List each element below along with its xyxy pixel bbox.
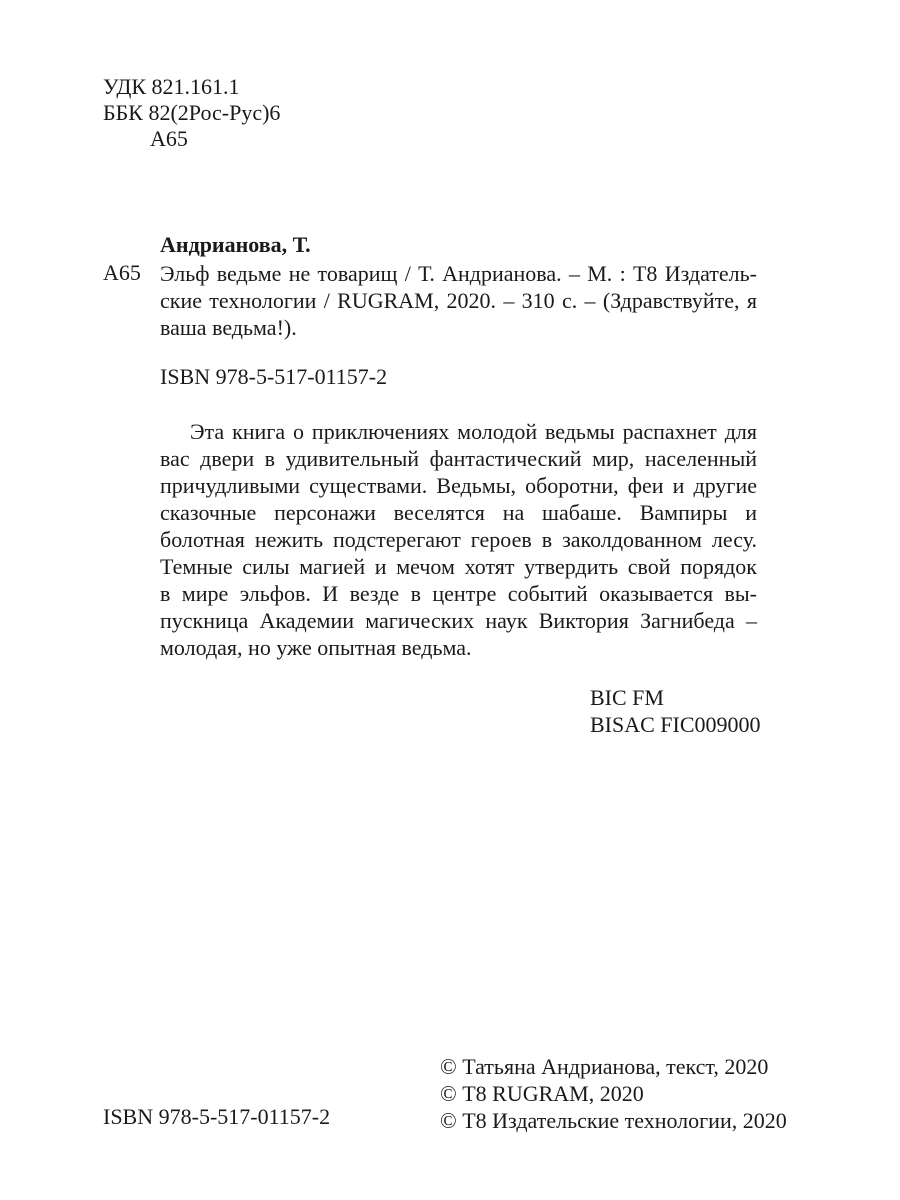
copyright-line: © Татьяна Андрианова, текст, 2020: [440, 1054, 769, 1079]
annotation-line: молодая, но уже опытная ведьма.: [160, 635, 472, 660]
description-line: Эльф ведьме не товарищ / Т. Андрианова. – М. : Т8 Издатель-: [160, 261, 757, 286]
bbk-code: ББК 82(2Рос-Рус)6: [103, 100, 281, 125]
bibliographic-description: [160, 260, 757, 341]
isbn-entry: ISBN 978-5-517-01157-2: [160, 364, 388, 389]
annotation-line: Темные силы магией и мечом хотят утвердить свой порядок: [160, 554, 757, 579]
copyright-line: © Т8 Издательские технологии, 2020: [440, 1108, 787, 1133]
copyright-line: © Т8 RUGRAM, 2020: [440, 1081, 644, 1106]
annotation-line: сказочные персонажи веселятся на шабаше. Вампиры и: [160, 500, 757, 525]
annotation-line: Эта книга о приключениях молодой ведьмы распахнет для: [190, 419, 757, 444]
author-mark-side: А65: [103, 260, 141, 285]
annotation-line: пускница Академии магических наук Виктория Загнибеда –: [160, 608, 757, 633]
description-line: ваша ведьма!).: [160, 315, 297, 340]
annotation-line: вас двери в удивительный фантастический мир, населенный: [160, 446, 757, 471]
isbn-footer: ISBN 978-5-517-01157-2: [103, 1104, 331, 1129]
copyright-block: [440, 1053, 787, 1134]
author-mark-top: А65: [150, 126, 188, 151]
udk-code: УДК 821.161.1: [103, 74, 240, 99]
author-name: Андрианова, Т.: [160, 232, 311, 257]
bisac-code: BISAC FIC009000: [590, 712, 761, 737]
classification-codes: [590, 684, 761, 738]
bic-code: BIC FM: [590, 685, 664, 710]
annotation-paragraph: [160, 418, 757, 661]
description-line: ские технологии / RUGRAM, 2020. – 310 с. – (Здравствуйте, я: [160, 288, 757, 313]
annotation-line: в мире эльфов. И везде в центре событий оказывается вы-: [160, 581, 757, 606]
annotation-line: причудливыми существами. Ведьмы, оборотни, феи и другие: [160, 473, 757, 498]
annotation-line: болотная нежить подстерегают героев в заколдованном лесу.: [160, 527, 757, 552]
